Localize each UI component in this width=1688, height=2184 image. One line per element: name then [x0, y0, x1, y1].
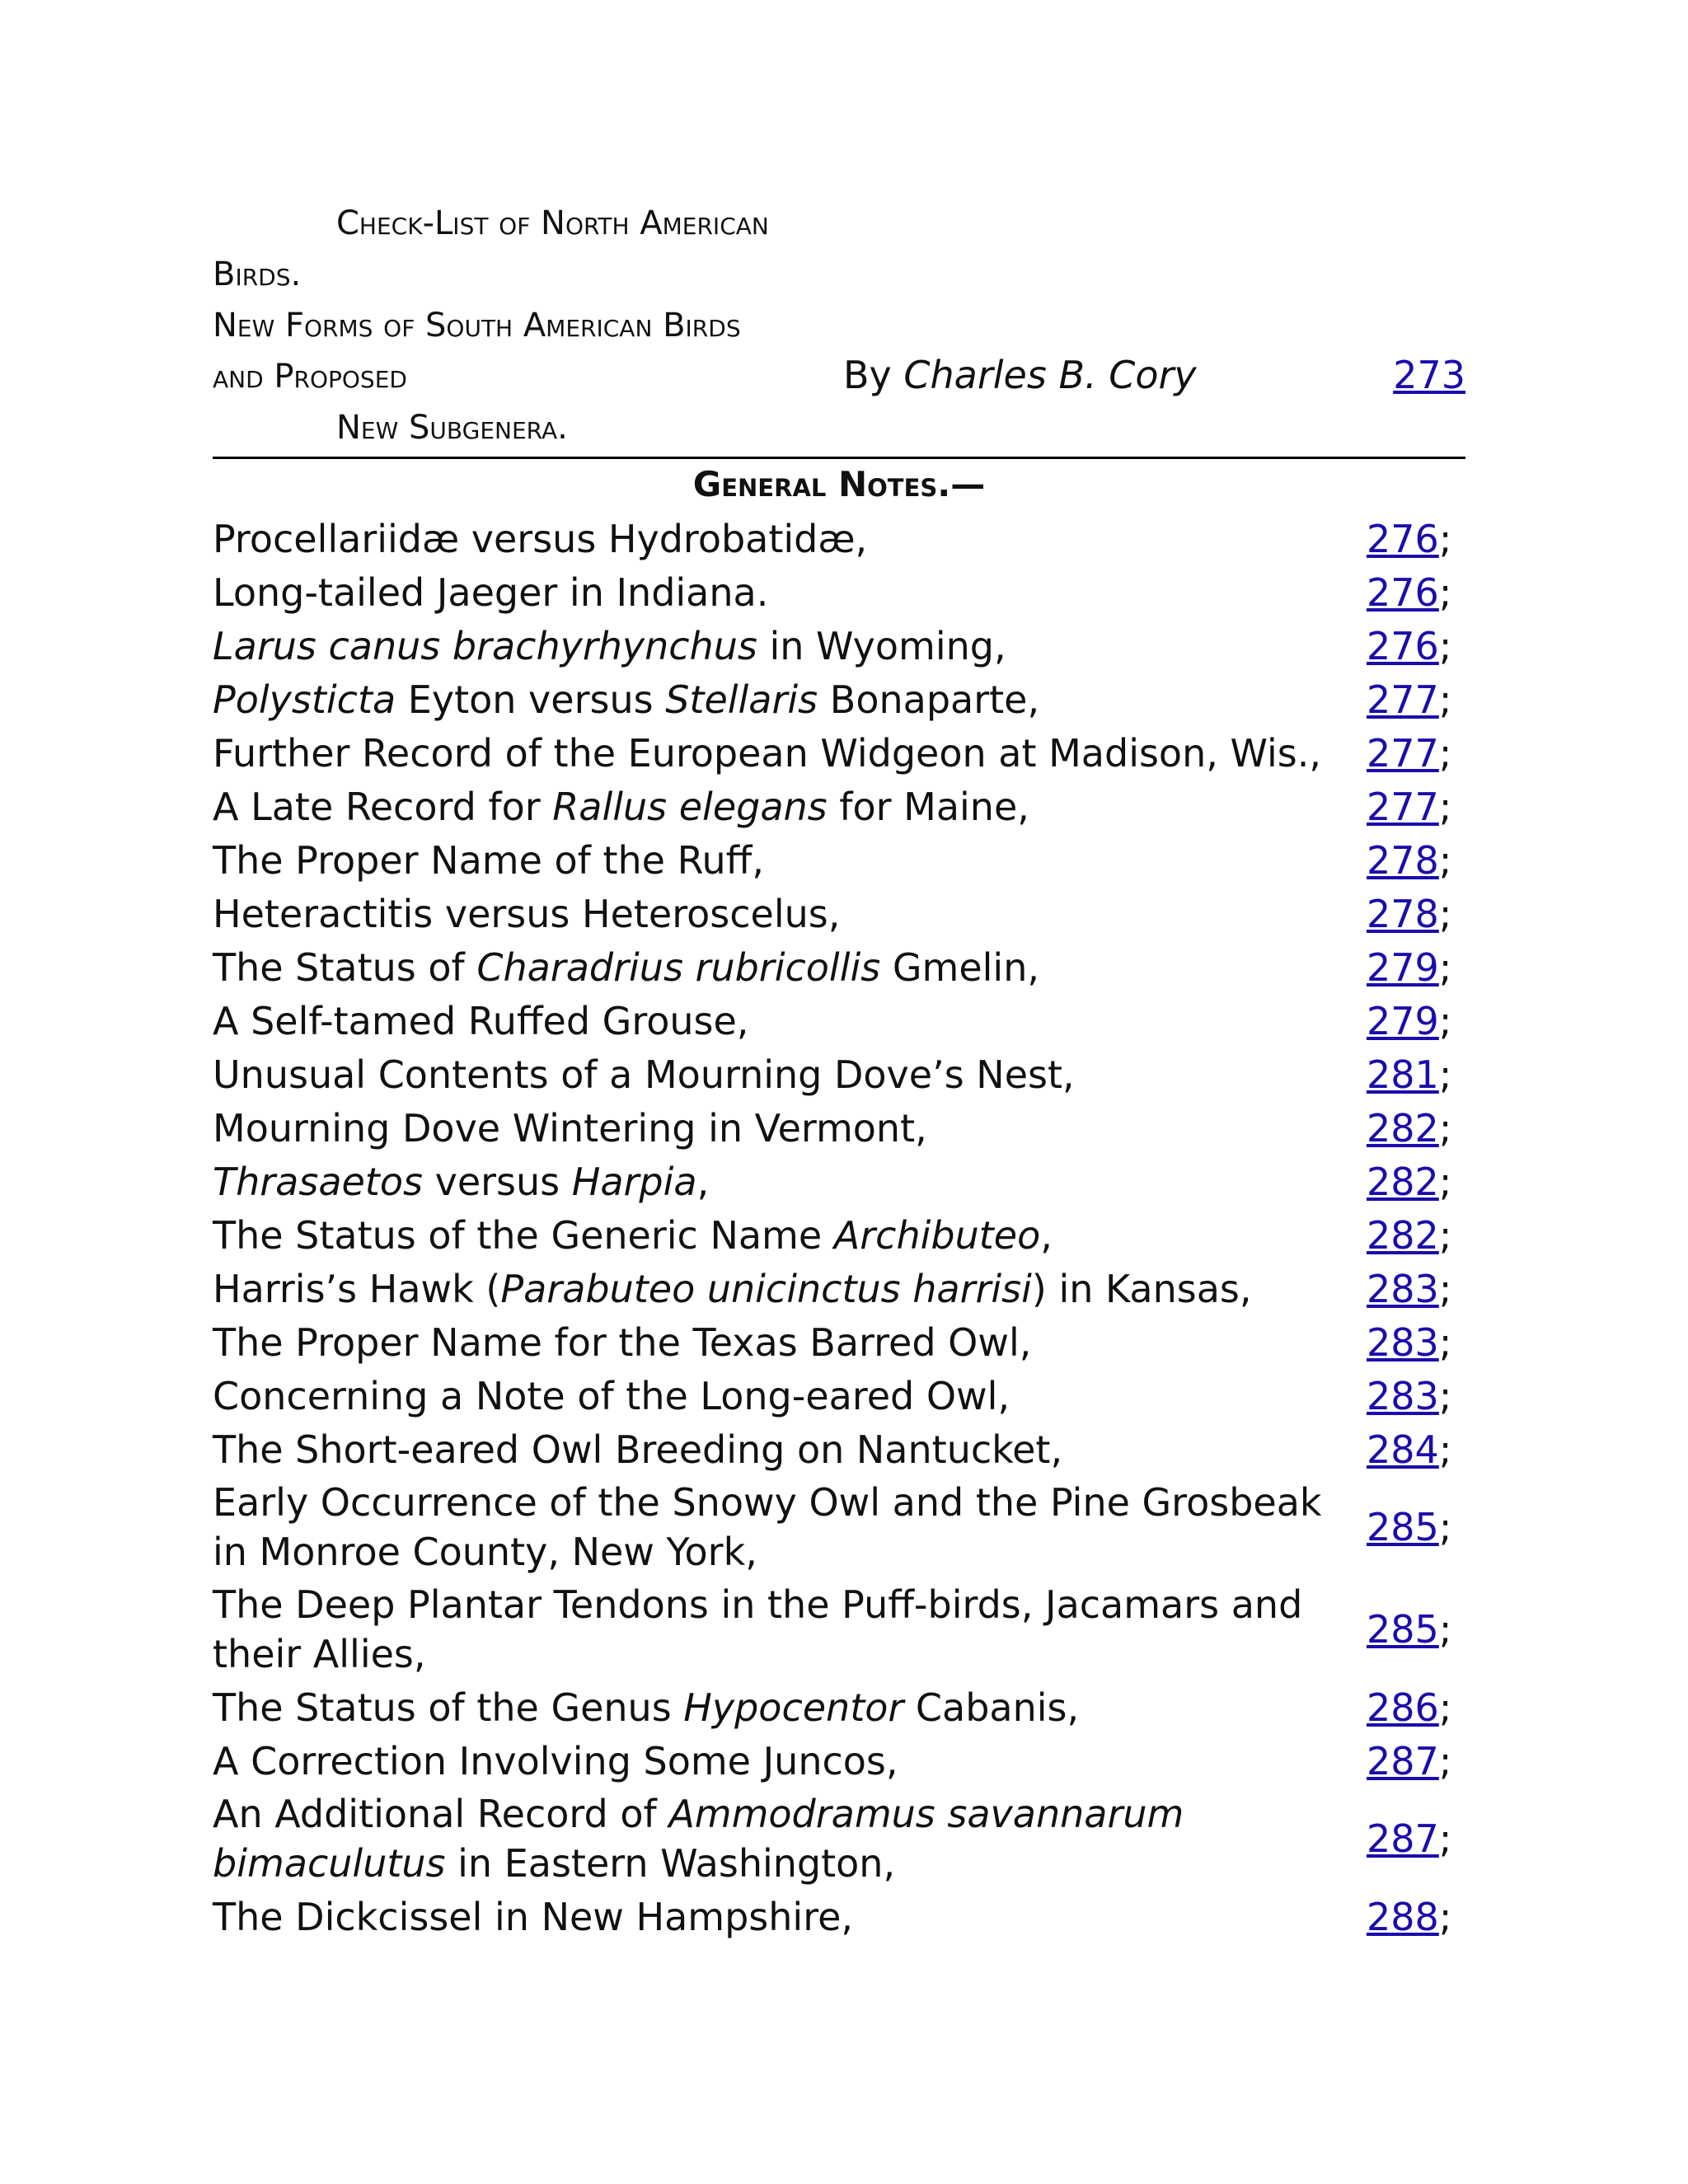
toc-entry [213, 1788, 1465, 1890]
note-title [213, 1580, 1367, 1679]
page-number-cell [1367, 1683, 1465, 1732]
toc-entry [213, 1155, 1465, 1208]
italic-term: Harpia [571, 1159, 697, 1204]
note-title [213, 621, 1367, 671]
page-link[interactable]: 288 [1367, 1894, 1439, 1939]
title-text: The Status of the Generic Name [213, 1212, 834, 1258]
separator: ; [1438, 1505, 1452, 1549]
title-text: Gmelin, [880, 944, 1039, 990]
note-title [213, 1892, 1367, 1942]
separator: ; [1438, 1427, 1452, 1472]
separator: ; [1438, 1894, 1452, 1939]
toc-entry [213, 673, 1465, 726]
toc-entry [213, 994, 1465, 1047]
page-link[interactable]: 287 [1367, 1738, 1439, 1783]
separator: ; [1438, 944, 1452, 990]
title-text: The Status of [213, 944, 477, 990]
general-notes-list [213, 512, 1465, 1943]
toc-entry [213, 940, 1465, 994]
title-text: Concerning a Note of the Long-eared Owl, [213, 1373, 1010, 1418]
separator: ; [1438, 1052, 1452, 1097]
page-link[interactable]: 278 [1367, 837, 1439, 883]
title-text: Heteractitis versus Heteroscelus, [213, 891, 841, 936]
title-text: Long-tailed Jaeger in Indiana. [213, 569, 769, 615]
page-link[interactable]: 283 [1367, 1266, 1439, 1311]
author-credit [843, 349, 1197, 401]
title-text: An Additional Record of [213, 1792, 669, 1836]
toc-entry-cory [213, 198, 1465, 453]
note-title [213, 675, 1367, 724]
toc-entry [213, 1047, 1465, 1101]
page-number-cell [1367, 1157, 1465, 1207]
note-title [213, 782, 1367, 832]
title-text: The Deep Plantar Tendons in the Puff-birds, Jacamars and their Allies, [213, 1582, 1303, 1676]
title-text: Mourning Dove Wintering in Vermont, [213, 1105, 927, 1151]
italic-term: Ammodramus savannarum bimaculutus [213, 1792, 1184, 1886]
separator: ; [1438, 1738, 1452, 1783]
page-link[interactable]: 276 [1367, 623, 1439, 668]
note-title [213, 1371, 1367, 1421]
page-link[interactable]: 283 [1367, 1319, 1439, 1365]
page-link[interactable]: 282 [1367, 1212, 1439, 1258]
article-title [213, 198, 872, 453]
toc-entry [213, 726, 1465, 780]
page-number-cell [1367, 1425, 1465, 1474]
separator: ; [1438, 1266, 1452, 1311]
toc-entry [213, 833, 1465, 887]
title-text: Procellariidæ versus Hydrobatidæ, [213, 516, 868, 561]
title-text: Unusual Contents of a Mourning Dove’s Nest, [213, 1052, 1075, 1097]
page-link[interactable]: 276 [1367, 569, 1439, 615]
italic-term: Archibuteo [833, 1212, 1041, 1258]
note-title [213, 1318, 1367, 1367]
note-title [213, 1789, 1367, 1888]
note-title [213, 1104, 1367, 1153]
page-link[interactable]: 277 [1367, 784, 1439, 829]
note-title [213, 568, 1367, 617]
separator: ; [1438, 730, 1452, 776]
separator: ; [1438, 1212, 1452, 1258]
page-link[interactable]: 278 [1367, 891, 1439, 936]
page-link[interactable]: 279 [1367, 944, 1439, 990]
title-text: , [1040, 1212, 1053, 1258]
title-text: The Status of the Genus [213, 1685, 684, 1730]
page-number-cell [1367, 729, 1465, 778]
separator: ; [1438, 998, 1452, 1043]
title-text: versus [422, 1159, 572, 1204]
title-text: A Late Record for [213, 784, 553, 829]
italic-term: Larus canus brachyrhynchus [213, 623, 757, 668]
note-title [213, 1157, 1367, 1207]
separator: ; [1438, 1105, 1452, 1151]
italic-term: Rallus elegans [552, 784, 828, 829]
italic-term: Polysticta [213, 677, 396, 722]
title-text: Harris’s Hawk ( [213, 1266, 501, 1311]
separator: ; [1438, 891, 1452, 936]
title-line: New Forms of South American Birds [213, 307, 741, 344]
title-text: The Short-eared Owl Breeding on Nantucket, [213, 1427, 1063, 1472]
title-text: in Wyoming, [757, 623, 1006, 668]
toc-entry [213, 1680, 1465, 1734]
toc-entry [213, 565, 1465, 619]
title-text: Further Record of the European Widgeon at Madison, Wis., [213, 730, 1321, 776]
separator: ; [1438, 1816, 1452, 1861]
page-number-cell [1367, 1892, 1465, 1942]
page-link[interactable]: 282 [1367, 1105, 1439, 1151]
toc-entry [213, 1890, 1465, 1943]
page-link[interactable]: 286 [1367, 1685, 1439, 1730]
page-link[interactable]: 281 [1367, 1052, 1439, 1097]
title-text: The Dickcissel in New Hampshire, [213, 1894, 854, 1939]
toc-entry [213, 780, 1465, 833]
page-link[interactable]: 277 [1367, 677, 1439, 722]
title-text: Bonaparte, [818, 677, 1040, 722]
note-title [213, 1264, 1367, 1314]
italic-term: Charadrius rubricollis [476, 944, 881, 990]
separator: ; [1438, 569, 1452, 615]
page-link[interactable]: 273 [1393, 353, 1465, 397]
page-number-cell [1367, 1736, 1465, 1786]
note-title [213, 1683, 1367, 1732]
toc-entry [213, 512, 1465, 565]
author-prefix: By [843, 353, 904, 397]
page-number-cell [1367, 1502, 1465, 1552]
page-number-cell [1367, 1104, 1465, 1153]
title-text: Early Occurrence of the Snowy Owl and the Pine Grosbeak in Monroe County, New York, [213, 1480, 1322, 1574]
page-link[interactable]: 276 [1367, 516, 1439, 561]
toc-entry [213, 619, 1465, 673]
toc-entry [213, 1369, 1465, 1422]
page-number-cell [1367, 514, 1465, 564]
note-title [213, 514, 1367, 564]
page-link[interactable]: 282 [1367, 1159, 1439, 1204]
page-link[interactable]: 283 [1367, 1373, 1439, 1418]
page-number-cell [1367, 836, 1465, 885]
note-title [213, 1050, 1367, 1099]
page-number-cell [1367, 1371, 1465, 1421]
toc-entry [213, 1578, 1465, 1680]
section-heading: General Notes.— [692, 464, 986, 504]
title-text: The Proper Name for the Texas Barred Owl, [213, 1319, 1032, 1365]
note-title [213, 1211, 1367, 1260]
page-number-cell [1367, 996, 1465, 1046]
title-text: Cabanis, [903, 1685, 1080, 1730]
note-title [213, 1425, 1367, 1474]
separator: ; [1438, 677, 1452, 722]
page-number-cell [1367, 1050, 1465, 1099]
title-text: The Proper Name of the Ruff, [213, 837, 764, 883]
title-text: A Self-tamed Ruffed Grouse, [213, 998, 749, 1043]
separator: ; [1438, 1319, 1452, 1365]
page-number-cell [1367, 621, 1465, 671]
title-text: , [696, 1159, 710, 1204]
page-link[interactable]: 285 [1367, 1505, 1439, 1549]
note-title [213, 1478, 1367, 1577]
separator: ; [1438, 623, 1452, 668]
toc-entry [213, 1315, 1465, 1369]
toc-entry [213, 1476, 1465, 1578]
separator: ; [1438, 784, 1452, 829]
page-number-cell [1367, 1264, 1465, 1314]
page-number-cell [1367, 1814, 1465, 1863]
page-link[interactable]: 285 [1367, 1607, 1439, 1652]
note-title [213, 729, 1367, 778]
toc-entry [213, 1422, 1465, 1476]
italic-term: Parabuteo unicinctus harrisi [500, 1266, 1032, 1311]
separator: ; [1438, 1159, 1452, 1204]
italic-term: Thrasaetos [213, 1159, 423, 1204]
title-line: Check-List of North American [336, 204, 769, 242]
note-title [213, 996, 1367, 1046]
italic-term: Hypocentor [683, 1685, 904, 1730]
page-number-cell [1367, 568, 1465, 617]
page-link[interactable]: 277 [1367, 730, 1439, 776]
title-line: New Subgenera. [336, 409, 568, 447]
page-number-cell [1367, 1605, 1465, 1654]
separator: ; [1438, 1607, 1452, 1652]
title-text: ) in Kansas, [1031, 1266, 1252, 1311]
toc-page [213, 198, 1465, 1943]
separator: ; [1438, 1685, 1452, 1730]
title-text: A Correction Involving Some Juncos, [213, 1738, 898, 1783]
toc-entry [213, 1262, 1465, 1315]
italic-term: Stellaris [665, 677, 818, 722]
page-number-cell [1367, 782, 1465, 832]
separator: ; [1438, 837, 1452, 883]
toc-entry [213, 887, 1465, 940]
separator: ; [1438, 516, 1452, 561]
note-title [213, 943, 1367, 992]
page-link[interactable]: 284 [1367, 1427, 1439, 1472]
toc-entry [213, 1734, 1465, 1788]
note-title [213, 836, 1367, 885]
note-title [213, 889, 1367, 939]
separator: ; [1438, 1373, 1452, 1418]
page-number-cell [1393, 349, 1465, 401]
title-line: and Proposed [213, 358, 407, 396]
title-text: for Maine, [827, 784, 1029, 829]
title-line: Birds. [213, 255, 302, 293]
page-number-cell [1367, 1318, 1465, 1367]
author-name: Charles B. Cory [903, 353, 1197, 397]
toc-entry [213, 1101, 1465, 1155]
note-title [213, 1736, 1367, 1786]
page-number-cell [1367, 943, 1465, 992]
page-link[interactable]: 287 [1367, 1816, 1439, 1861]
page-number-cell [1367, 1211, 1465, 1260]
page-number-cell [1367, 889, 1465, 939]
title-text: in Eastern Washington, [445, 1841, 896, 1886]
title-text: Eyton versus [396, 677, 666, 722]
toc-entry [213, 1208, 1465, 1262]
page-number-cell [1367, 675, 1465, 724]
page-link[interactable]: 279 [1367, 998, 1439, 1043]
